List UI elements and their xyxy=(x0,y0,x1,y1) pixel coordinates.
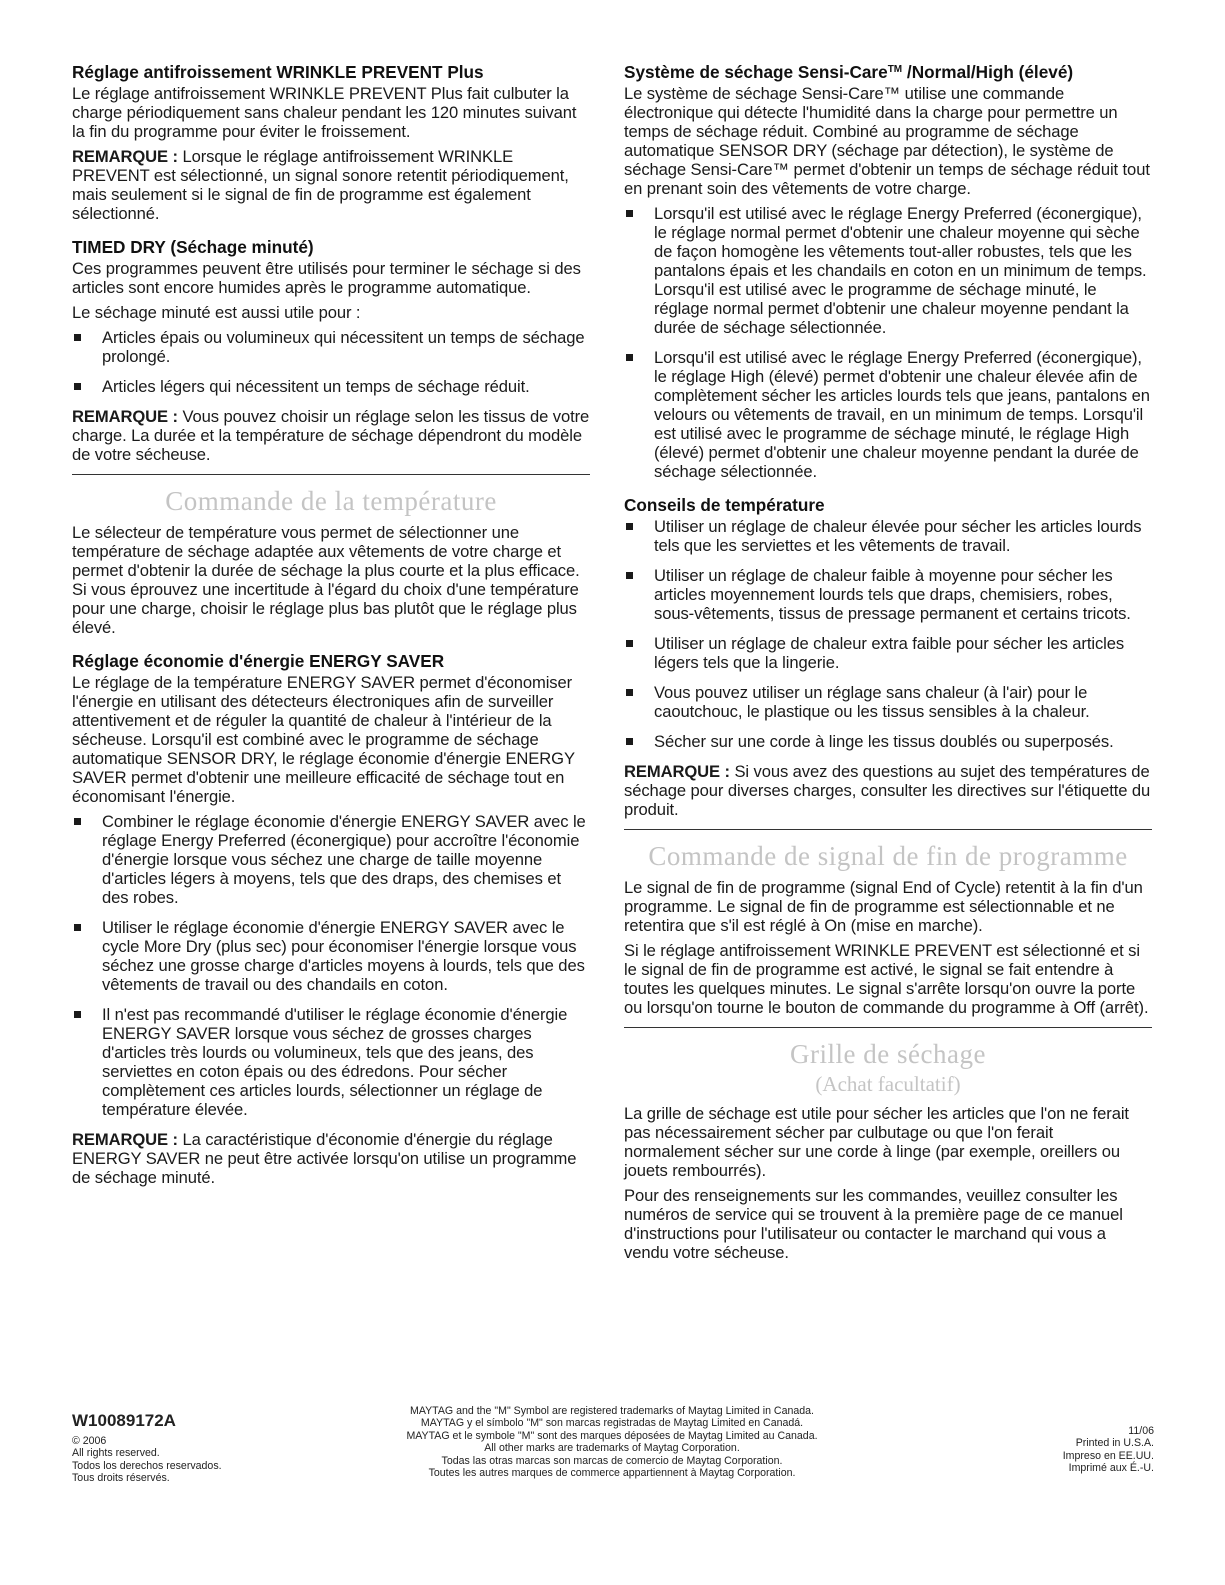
part-number: W10089172A xyxy=(72,1411,176,1430)
list-item: Sécher sur une corde à linge les tissus doublés ou superposés. xyxy=(624,732,1152,751)
trademark: TM xyxy=(887,64,903,75)
timed-note xyxy=(72,407,590,464)
list-item: Utiliser un réglage de chaleur élevée pour sécher les articles lourds tels que les serviettes et les vêtements de travail. xyxy=(624,517,1152,555)
divider xyxy=(72,474,590,475)
print-date: 11/06 xyxy=(1128,1425,1154,1437)
energy-saver-body: Le réglage de la température ENERGY SAVER permet d'économiser l'énergie en utilisant des détecteurs électroniques afin de surveiller attentivement et de réguler la quantité de chaleur à l'intérieur de la sécheuse. Lorsqu'il est combiné avec le programme de séchage automatique SENSOR DRY, le réglage économie d'énergie ENERGY SAVER permet d'obtenir une meilleure efficacité de séchage tout en économisant l'énergie. xyxy=(72,673,575,806)
heading-text: /Normal/High (élevé) xyxy=(902,62,1074,82)
temperature-body: Le sélecteur de température vous permet de sélectionner une température de séchage adaptée aux vêtements de votre charge et permet d'obtenir la durée de séchage la plus courte et la plus efficace. Si vous éprouvez une incertitude à l'égard du choix d'une température pour une charge, choisir le réglage plus bas plutôt que le réglage plus élevé. xyxy=(72,523,580,637)
divider xyxy=(624,1027,1152,1028)
trademark-line: Todas las otras marcas son marcas de comercio de Maytag Corporation. xyxy=(441,1454,783,1467)
rights-line: Tous droits réservés. xyxy=(72,1472,170,1485)
copyright: © 2006 xyxy=(72,1435,107,1447)
temperature-tips-list xyxy=(624,517,1152,751)
note-text: La caractéristique d'économie d'énergie du réglage ENERGY SAVER ne peut être activée lorsqu'on utilise un programme de séchage minuté. xyxy=(72,1130,577,1187)
timed-heading: TIMED DRY (Séchage minuté) xyxy=(72,237,314,257)
list-item: Combiner le réglage économie d'énergie ENERGY SAVER avec le réglage Energy Preferred (éconergique) pour accroître l'économie d'énergie lorsque vous séchez une charge de taille moyenne d'articles légers à moyens, tels que des draps, des chemises et des robes. xyxy=(72,812,590,907)
note-label: REMARQUE : xyxy=(72,1130,178,1149)
printed-line: Printed in U.S.A. xyxy=(1075,1437,1154,1450)
printed-line: Impreso en EE.UU. xyxy=(1062,1449,1154,1462)
footer-left xyxy=(72,1405,302,1485)
list-item: Utiliser un réglage de chaleur faible à moyenne pour sécher les articles moyennement lourds tels que draps, chemisiers, robes, sous-vêtements, tissus de pressage permanent et certains tricots. xyxy=(624,566,1152,623)
note-label: REMARQUE : xyxy=(624,762,730,781)
wrinkle-body: Le réglage antifroissement WRINKLE PREVENT Plus fait culbuter la charge périodiquement sans chaleur pendant les 120 minutes suivant la fin du programme pour éviter le froissement. xyxy=(72,84,577,141)
list-item: Il n'est pas recommandé d'utiliser le réglage économie d'énergie ENERGY SAVER lorsque vous séchez de grosses charges d'articles très lourds ou volumineux, tels que des jeans, des serviettes en coton épais ou des édredons. Pour sécher complètement ces articles lourds, sélectionner un réglage de température élevée. xyxy=(72,1005,590,1119)
list-item: Articles épais ou volumineux qui nécessitent un temps de séchage prolongé. xyxy=(72,328,590,366)
timed-body-2: Le séchage minuté est aussi utile pour : xyxy=(72,303,361,322)
end-of-cycle-section-title: Commande de signal de fin de programme xyxy=(648,841,1128,871)
footer-right xyxy=(954,1405,1154,1475)
trademark-line: MAYTAG et le symbole "M" sont des marques déposées de Maytag Limited au Canada. xyxy=(406,1429,818,1442)
sensi-care-heading xyxy=(624,62,1152,82)
rights-line: All rights reserved. xyxy=(72,1447,160,1460)
wrinkle-note xyxy=(72,147,590,223)
note-text: Vous pouvez choisir un réglage selon les tissus de votre charge. La durée et la température de séchage dépendront du modèle de votre sécheuse. xyxy=(72,407,590,464)
note-text: Si vous avez des questions au sujet des températures de séchage pour diverses charges, consulter les directives sur l'étiquette du produit. xyxy=(624,762,1151,819)
end-of-cycle-body-2: Si le réglage antifroissement WRINKLE PREVENT est sélectionné et si le signal de fin de programme est activé, le signal se fait entendre à toutes les quelques minutes. Le signal s'arrête lorsqu'on ouvre la porte ou lorsqu'on tourne le bouton de commande du programme à Off (arrêt). xyxy=(624,941,1149,1017)
temperature-section-title: Commande de la température xyxy=(165,486,497,516)
wrinkle-heading: Réglage antifroissement WRINKLE PREVENT Plus xyxy=(72,62,484,82)
note-text: Lorsque le réglage antifroissement WRINKLE PREVENT est sélectionné, un signal sonore retentit périodiquement, mais seulement si le signal de fin de programme est également sélectionné. xyxy=(72,147,569,223)
footer-trademarks xyxy=(302,1405,922,1479)
list-item: Utiliser le réglage économie d'énergie ENERGY SAVER avec le cycle More Dry (plus sec) pour économiser l'énergie lorsque vous séchez une grosse charge d'articles moyens à lourds, tels que des vêtements de travail ou des chandails en coton. xyxy=(72,918,590,994)
drying-rack-body-1: La grille de séchage est utile pour sécher les articles que l'on ne ferait pas nécessairement sécher par culbutage ou que l'on ferait normalement sécher sur une corde à linge (par exemple, oreillers ou jouets rembourrés). xyxy=(624,1104,1129,1180)
trademark-line: MAYTAG and the "M" Symbol are registered trademarks of Maytag Limited in Canada. xyxy=(410,1405,814,1417)
energy-saver-note xyxy=(72,1130,590,1187)
sensi-care-body: Le système de séchage Sensi-Care™ utilise une commande électronique qui détecte l'humidité dans la charge pour permettre un temps de séchage réduit. Combiné au programme de séchage automatique SENSOR DRY (séchage par détection), le système de séchage Sensi-Care™ permet d'obtenir un temps de séchage réduit tout en prenant soin des vêtements de votre charge. xyxy=(624,84,1150,198)
temperature-tips-note xyxy=(624,762,1152,819)
drying-rack-body-2: Pour des renseignements sur les commandes, veuillez consulter les numéros de service qui se trouvent à la première page de ce manuel d'instructions pour l'utilisateur ou contacter le marchand qui vous a vendu votre sécheuse. xyxy=(624,1186,1123,1262)
temperature-tips-heading: Conseils de température xyxy=(624,495,825,515)
list-item: Utiliser un réglage de chaleur extra faible pour sécher les articles légers tels que la lingerie. xyxy=(624,634,1152,672)
note-label: REMARQUE : xyxy=(72,147,178,166)
energy-saver-heading: Réglage économie d'énergie ENERGY SAVER xyxy=(72,651,445,671)
heading-text: Système de séchage Sensi-Care xyxy=(624,62,888,82)
trademark-line: Toutes les autres marques de commerce appartiennent à Maytag Corporation. xyxy=(428,1467,796,1480)
left-column xyxy=(72,62,590,1193)
note-label: REMARQUE : xyxy=(72,407,178,426)
list-item: Vous pouvez utiliser un réglage sans chaleur (à l'air) pour le caoutchouc, le plastique ou les tissus sensibles à la chaleur. xyxy=(624,683,1152,721)
list-item: Articles légers qui nécessitent un temps de séchage réduit. xyxy=(72,377,590,396)
timed-body-1: Ces programmes peuvent être utilisés pour terminer le séchage si des articles sont encore humides après le programme automatique. xyxy=(72,259,581,297)
printed-line: Imprimé aux É.-U. xyxy=(1068,1462,1154,1475)
energy-saver-list xyxy=(72,812,590,1119)
timed-list xyxy=(72,328,590,396)
trademark-line: MAYTAG y el símbolo "M" son marcas registradas de Maytag Limited en Canadá. xyxy=(420,1417,804,1430)
end-of-cycle-body-1: Le signal de fin de programme (signal End of Cycle) retentit à la fin d'un programme. Le signal de fin de programme est sélectionnable et ne retentira que s'il est réglé à On (mise en marche). xyxy=(624,878,1143,935)
list-item: Lorsqu'il est utilisé avec le réglage Energy Preferred (éconergique), le réglage High (élevé) permet d'obtenir une chaleur élevée afin de complètement sécher les articles lourds tels que jeans, pantalons en velours ou vêtements de travail, en un minimum de temps. Lorsqu'il est utilisé avec le programme de séchage minuté, le réglage High (élevé) permet d'obtenir une chaleur moyenne pendant la durée de séchage sélectionnée. xyxy=(624,348,1152,481)
sensi-care-list xyxy=(624,204,1152,481)
rights-line: Todos los derechos reservados. xyxy=(72,1459,222,1472)
divider xyxy=(624,829,1152,830)
drying-rack-subtitle: (Achat facultatif) xyxy=(815,1072,961,1096)
list-item: Lorsqu'il est utilisé avec le réglage Energy Preferred (éconergique), le réglage normal permet d'obtenir une chaleur moyenne qui sèche de façon homogène les vêtements tout-aller robustes, tels que les pantalons épais et les chandails en coton en un minimum de temps. Lorsqu'il est utilisé avec le programme de séchage minuté, le réglage normal permet d'obtenir une chaleur moyenne pendant la durée de séchage sélectionnée. xyxy=(624,204,1152,337)
drying-rack-section-title: Grille de séchage xyxy=(790,1039,986,1069)
trademark-line: All other marks are trademarks of Maytag Corporation. xyxy=(484,1442,740,1455)
right-column xyxy=(624,62,1152,1268)
